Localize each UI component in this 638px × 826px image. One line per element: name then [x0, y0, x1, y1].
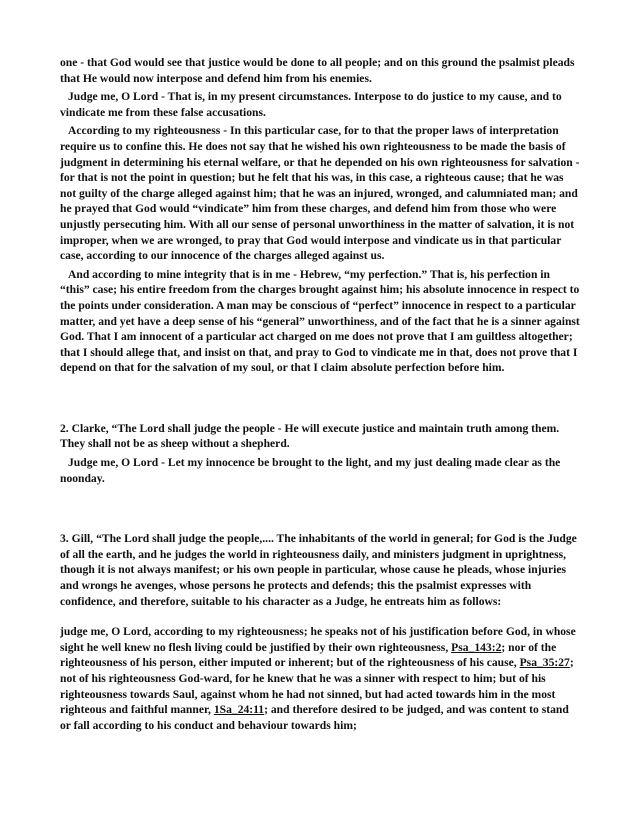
gill-text-c: ; not of his righteousness God-ward, for he knew that he was a sinner with respect to him; but of his righteousness towards Saul, against whom he had not sinned, but had acted towards him in the most righteous and faithful manner,: [60, 656, 574, 717]
barnes-judge-me-paragraph: Judge me, O Lord - That is, in my present circumstances. Interpose to do justice to my cause, and to vindicate me from these false accusations.: [60, 90, 562, 119]
gill-paragraph: 3. Gill, “The Lord shall judge the people,.... The inhabitants of the world in general; for God is the Judge of all the earth, and he judges the world in righteousness daily, and ministers judgment in uprightness, though it is not always manifest; or his own people in particular, whose cause he pleads, whose injuries and wrongs he avenges, whose persons he protects and defends; this the psalmist expresses with confidence, and therefore, suitable to his character as a Judge, he entreats him as follows:: [60, 532, 577, 608]
scripture-link-psa-143-2[interactable]: Psa_143:2: [451, 640, 502, 654]
clarke-paragraph: 2. Clarke, “The Lord shall judge the people - He will execute justice and maintain truth among them. They shall not be as sheep without a shepherd.: [60, 421, 560, 451]
barnes-integrity-paragraph: And according to mine integrity that is in me - Hebrew, “my perfection.” That is, his perfection in “this” case; his entire freedom from the charges brought against him; his absolute innocence in respect to the points under consideration. A man may be conscious of “perfect” innocence in respect to a particular matter, and yet have a deep sense of his “general” unworthiness, and of the fact that he is a sinner against God. That I am innocent of a particular act charged on me does not prove that I am guiltless altogether; that I should allege that, and insist on that, and pray to God to vindicate me in that, does not prove that I depend on that for the salvation of my soul, or that I claim absolute perfection before him.: [60, 267, 580, 375]
document-page: [60, 55, 580, 733]
scripture-link-1sa-24-11[interactable]: 1Sa_24:11: [213, 703, 265, 717]
barnes-righteousness-paragraph: According to my righteousness - In this particular case, for to that the proper laws of interpretation require us to confine this. He does not say that he wished his own righteousness to be made the basis of judgment in determining his eternal welfare, or that he depended on his own righteousness for salvation - for that is not the point in question; but he felt that his was, in this case, a righteous cause; that he was not guilty of the charge alleged against him; that he was an injured, wronged, and calumniated man; and he prayed that God would “vindicate” him from these charges, and defend him from those who were unjustly persecuting him. With all our sense of personal unworthiness in the matter of salvation, it is not improper, when we are wronged, to pray that God would interpose and vindicate us in that particular case, according to our innocence of the charges alleged against us.: [60, 124, 580, 263]
gill-judge-me-paragraph: [60, 624, 580, 733]
clarke-judge-me-paragraph: Judge me, O Lord - Let my innocence be brought to the light, and my just dealing made clear as the noonday.: [60, 456, 561, 485]
barnes-continuation-paragraph: one - that God would see that justice would be done to all people; and on this ground the psalmist pleads that He would now interpose and defend him from his enemies.: [60, 56, 575, 85]
gill-text-b: ; nor of the righteousness of his person, either imputed or inherent; but of the righteousness of his cause,: [60, 640, 557, 670]
scripture-link-psa-35-27[interactable]: Psa_35:27: [519, 656, 570, 670]
gill-text-a: judge me, O Lord, according to my righteousness; he speaks not of his justification before God, in whose sight he well knew no flesh living could be justified by their own righteousness,: [60, 625, 576, 654]
gill-text-d: ; and therefore desired to be judged, and was content to stand or fall according to his conduct and behaviour towards him;: [60, 703, 569, 732]
